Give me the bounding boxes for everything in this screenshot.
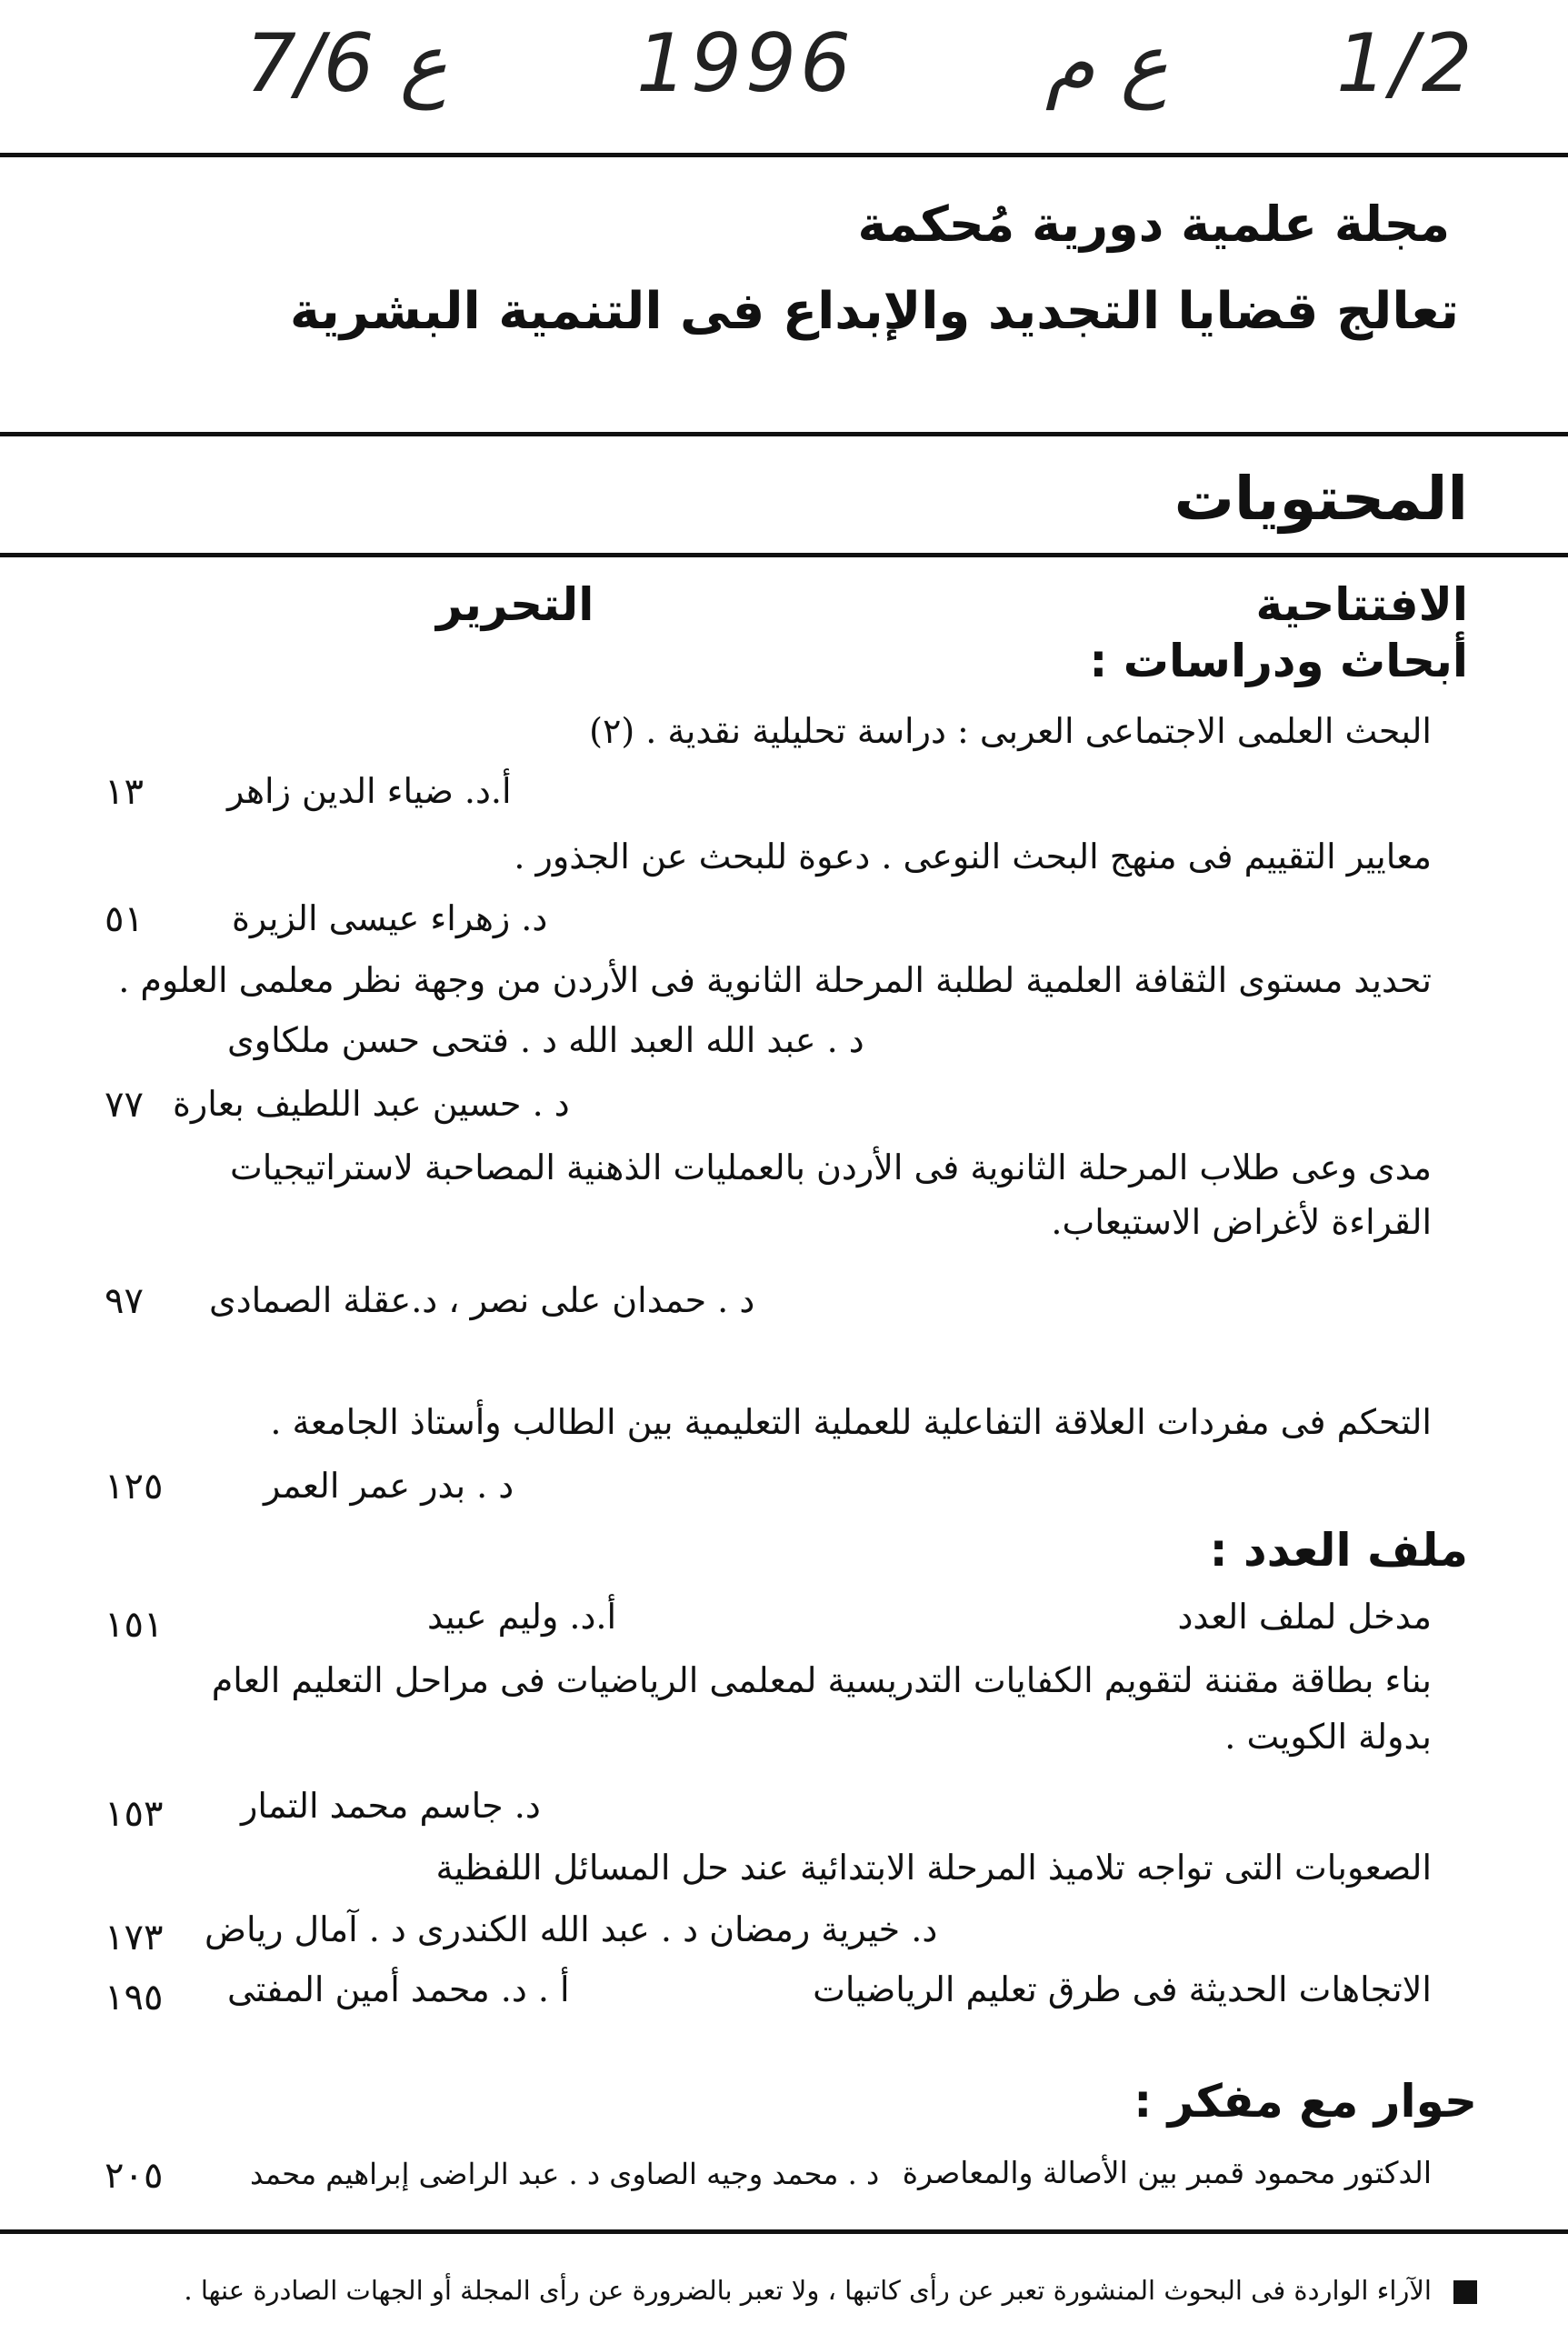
masthead-line-2: تعالج قضايا التجديد والإبداع فى التنمية البشرية bbox=[289, 282, 1459, 341]
footer-note: الآراء الواردة فى البحوث المنشورة تعبر عن رأى كاتبها ، ولا تعبر بالضرورة عن رأى المجلة أو الجهات الصادرة عنها . bbox=[184, 2275, 1432, 2306]
article-title: مدى وعى طلاب المرحلة الثانوية فى الأردن بالعمليات الذهنية المصاحبة لاستراتيجيات bbox=[229, 1147, 1432, 1187]
handwritten-code-3: 1/2 bbox=[1336, 16, 1476, 110]
article-author: د . بدر عمر العمر bbox=[264, 1466, 514, 1506]
article-page: ٥١ bbox=[105, 898, 144, 940]
masthead-line-1: مجلة علمية دورية مُحكمة bbox=[857, 195, 1450, 253]
article-author: د . عبد الله العبد الله د . فتحى حسن ملكاوى bbox=[227, 1020, 864, 1060]
dialogue-title: الدكتور محمود قمبر بين الأصالة والمعاصرة bbox=[902, 2155, 1432, 2190]
masthead-rule bbox=[0, 432, 1568, 436]
article-title: البحث العلمى الاجتماعى العربى : دراسة تحليلية نقدية . (٢) bbox=[589, 711, 1432, 751]
article-title: الاتجاهات الحديثة فى طرق تعليم الرياضيات bbox=[813, 1969, 1432, 2009]
contents-title: المحتويات bbox=[1174, 464, 1468, 534]
top-rule bbox=[0, 153, 1568, 157]
handwritten-year: 1996 bbox=[636, 16, 854, 110]
article-page: ١٥١ bbox=[105, 1604, 164, 1646]
research-heading: أبحاث ودراسات : bbox=[1089, 635, 1468, 687]
dialogue-page: ٢٠٥ bbox=[105, 2155, 164, 2197]
article-title-2: القراءة لأغراض الاستيعاب. bbox=[1051, 1202, 1432, 1242]
article-author: أ.د. وليم عبيد bbox=[427, 1597, 617, 1637]
article-author: أ.د. ضياء الدين زاهر bbox=[227, 771, 512, 811]
article-page: ٧٧ bbox=[105, 1084, 144, 1126]
dialogue-heading: حوار مع مفكر : bbox=[1134, 2075, 1477, 2128]
article-page: ٩٧ bbox=[105, 1280, 144, 1322]
article-author: د. جاسم محمد التمار bbox=[241, 1786, 541, 1826]
article-author-2: د . حسين عبد اللطيف بعارة bbox=[173, 1084, 570, 1124]
article-page: ١٥٣ bbox=[105, 1793, 164, 1835]
article-title-2: بدولة الكويت . bbox=[1224, 1717, 1432, 1757]
article-title: الصعوبات التى تواجه تلاميذ المرحلة الابتدائية عند حل المسائل اللفظية bbox=[435, 1848, 1432, 1888]
footnote-square-icon bbox=[1453, 2280, 1477, 2304]
article-page: ١٩٥ bbox=[105, 1977, 164, 2018]
file-heading: ملف العدد : bbox=[1209, 1524, 1468, 1577]
article-title: التحكم فى مفردات العلاقة التفاعلية للعملية التعليمية بين الطالب وأستاذ الجامعة . bbox=[270, 1402, 1432, 1442]
article-title: بناء بطاقة مقننة لتقويم الكفايات التدريسية لمعلمى الرياضيات فى مراحل التعليم العام bbox=[211, 1660, 1432, 1700]
article-title: معايير التقييم فى منهج البحث النوعى . دعوة للبحث عن الجذور . bbox=[514, 836, 1432, 876]
article-title: مدخل لملف العدد bbox=[1177, 1597, 1432, 1637]
article-author: د. خيرية رمضان د . عبد الله الكندرى د . آمال رياض bbox=[205, 1909, 938, 1949]
handwritten-code-2: ع م bbox=[1045, 16, 1168, 110]
article-page: ١٢٥ bbox=[105, 1466, 164, 1508]
article-author: د. زهراء عيسى الزيرة bbox=[232, 898, 548, 938]
article-page: ١٣ bbox=[105, 771, 144, 813]
opening-label: الافتتاحية bbox=[1255, 578, 1468, 631]
article-title: تحديد مستوى الثقافة العلمية لطلبة المرحلة الثانوية فى الأردن من وجهة نظر معلمى العلوم . bbox=[118, 960, 1432, 1000]
contents-rule bbox=[0, 553, 1568, 557]
handwritten-code-1: 7/6 ع bbox=[245, 16, 448, 110]
opening-author: التحرير bbox=[436, 578, 594, 631]
article-page: ١٧٣ bbox=[105, 1917, 164, 1958]
article-author: د . حمدان على نصر ، د.عقلة الصمادى bbox=[209, 1280, 755, 1320]
article-author: أ . د. محمد أمين المفتى bbox=[227, 1969, 570, 2009]
footer-rule bbox=[0, 2229, 1568, 2234]
dialogue-author: د . محمد وجيه الصاوى د . عبد الراضى إبراهيم محمد bbox=[250, 2157, 880, 2191]
